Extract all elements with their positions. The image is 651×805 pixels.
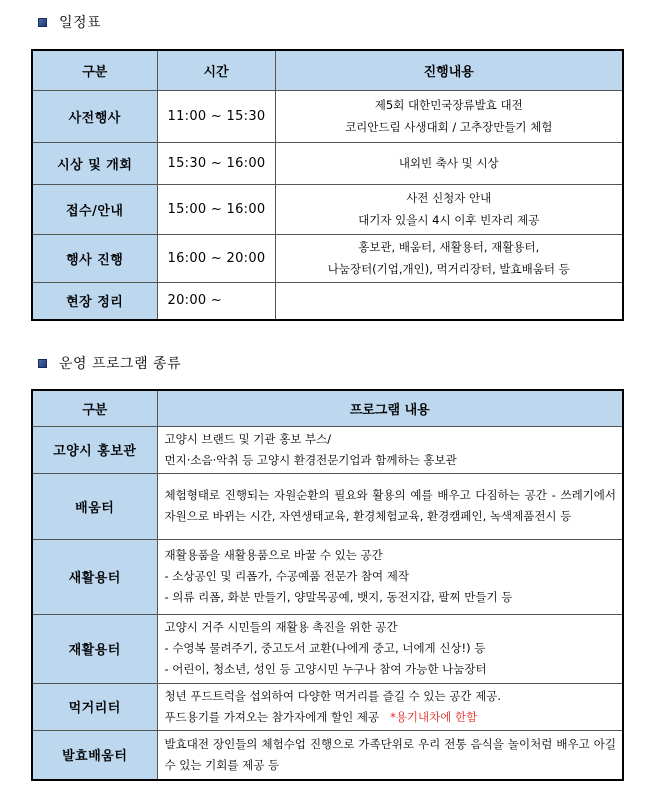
square-bullet-icon [38,359,47,368]
table-row [32,539,623,614]
program-category: 발효배움터 [32,730,157,780]
table-row [32,683,623,730]
row-content: 사전 신청자 안내 대기자 있을시 4시 이후 빈자리 제공 [275,184,623,234]
program-content: 발효대전 장인들의 체험수업 진행으로 가족단위로 우리 전통 음식을 놀이처럼 배우고 아길 수 있는 기회를 제공 등 [157,730,623,780]
row-content: 제5회 대한민국장류발효 대전 코리안드림 사생대회 / 고추장만들기 체험 [275,90,623,142]
row-time: 16:00 ~ 20:00 [157,234,275,282]
row-content: 내외빈 축사 및 시상 [275,142,623,184]
schedule-heading [38,12,101,32]
programs-heading [38,353,181,373]
program-content: 체험형태로 진행되는 자원순환의 필요와 활용의 예를 배우고 다짐하는 공간 - 쓰레기에서 자원으로 바뀌는 시간, 자연생태교육, 환경체험교육, 환경캠페인, 녹색제품전시 등 [157,473,623,539]
program-content: 고양시 브랜드 및 기관 홍보 부스/ 먼지·소음·악취 등 고양시 환경전문기업과 함께하는 홍보관 [157,426,623,473]
program-content: 재활용품을 새활용품으로 바꿀 수 있는 공간 - 소상공인 및 리폼가, 수공예품 전문가 참여 제작 - 의류 리폼, 화분 만들기, 양말목공예, 뱃지, 동전지갑, 팔찌 만들기 등 [157,539,623,614]
table-row [32,614,623,683]
square-bullet-icon [38,18,47,27]
table-row [32,90,623,142]
column-header: 시간 [157,50,275,90]
program-category: 배움터 [32,473,157,539]
row-time: 15:00 ~ 16:00 [157,184,275,234]
table-row [32,234,623,282]
row-category: 시상 및 개회 [32,142,157,184]
program-category: 재활용터 [32,614,157,683]
table-row [32,142,623,184]
column-header: 진행내용 [275,50,623,90]
schedule-heading-text: 일정표 [59,15,102,31]
row-content [275,282,623,320]
programs-header-row [32,390,623,426]
column-header: 구분 [32,390,157,426]
row-category: 행사 진행 [32,234,157,282]
column-header: 구분 [32,50,157,90]
table-row [32,473,623,539]
table-row [32,282,623,320]
red-note: *용기내차에 한함 [390,709,478,724]
schedule-table [31,49,624,321]
row-time: 11:00 ~ 15:30 [157,90,275,142]
program-content: 고양시 거주 시민들의 재활용 촉진을 위한 공간 - 수영복 물려주기, 중고도서 교환(나에게 중고, 너에게 신상!) 등 - 어린이, 청소년, 성인 등 고양시민 누구나 참여 가능한 나눔장터 [157,614,623,683]
table-row [32,730,623,780]
program-category: 새활용터 [32,539,157,614]
row-content: 홍보관, 배움터, 새활용터, 재활용터, 나눔장터(기업,개인), 먹거리장터, 발효배움터 등 [275,234,623,282]
column-header: 프로그램 내용 [157,390,623,426]
programs-heading-text: 운영 프로그램 종류 [59,356,182,372]
programs-table [31,389,624,781]
row-time: 15:30 ~ 16:00 [157,142,275,184]
table-row [32,184,623,234]
row-category: 현장 정리 [32,282,157,320]
program-content: 청년 푸드트럭을 섭외하여 다양한 먹거리를 즐길 수 있는 공간 제공. 푸드용기를 가져오는 참가자에게 할인 제공 *용기내차에 한함 [157,683,623,730]
row-category: 접수/안내 [32,184,157,234]
row-time: 20:00 ~ [157,282,275,320]
row-category: 사전행사 [32,90,157,142]
table-row [32,426,623,473]
program-category: 먹거리터 [32,683,157,730]
program-category: 고양시 홍보관 [32,426,157,473]
schedule-header-row [32,50,623,90]
